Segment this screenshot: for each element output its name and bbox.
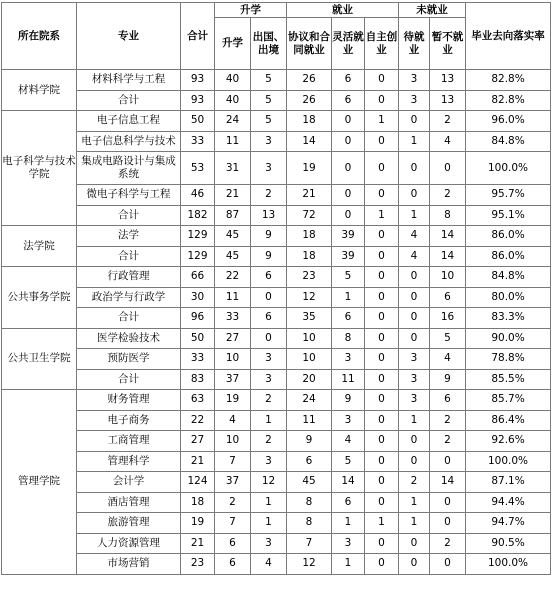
rate-cell: 92.6% [466,431,551,452]
rate-cell: 100.0% [466,554,551,575]
daijiuye-cell: 0 [399,533,430,554]
zanbu-cell: 9 [430,369,466,390]
shengxue-cell: 27 [215,328,251,349]
linghuo-cell: 6 [332,492,365,513]
major-cell: 人力资源管理 [77,533,181,554]
total-cell: 96 [181,308,215,329]
daijiuye-cell: 1 [399,205,430,226]
major-cell: 政治学与行政学 [77,287,181,308]
rate-cell: 82.8% [466,70,551,91]
chuguo-cell: 1 [251,513,287,534]
daijiuye-cell: 4 [399,246,430,267]
zanbu-cell: 0 [430,451,466,472]
major-cell: 旅游管理 [77,513,181,534]
shengxue-cell: 11 [215,131,251,152]
zanbu-cell: 2 [430,185,466,206]
xieyi-cell: 19 [287,152,332,185]
daijiuye-cell: 3 [399,70,430,91]
zanbu-cell: 13 [430,90,466,111]
rate-cell: 90.0% [466,328,551,349]
major-cell: 材料科学与工程 [77,70,181,91]
total-cell: 22 [181,410,215,431]
chuguo-cell: 1 [251,492,287,513]
zanbu-cell: 4 [430,131,466,152]
major-cell: 电子信息工程 [77,111,181,132]
rate-cell: 85.5% [466,369,551,390]
total-cell: 19 [181,513,215,534]
chuguo-cell: 5 [251,111,287,132]
linghuo-cell: 0 [332,111,365,132]
daijiuye-cell: 1 [399,513,430,534]
chuguo-cell: 9 [251,226,287,247]
table-row [2,111,551,132]
total-cell: 33 [181,349,215,370]
linghuo-cell: 6 [332,308,365,329]
table-row [2,472,551,493]
major-cell: 合计 [77,246,181,267]
xieyi-cell: 26 [287,70,332,91]
department-cell: 法学院 [2,226,77,267]
linghuo-cell: 0 [332,131,365,152]
major-cell: 合计 [77,205,181,226]
shengxue-cell: 6 [215,554,251,575]
total-cell: 63 [181,390,215,411]
rate-cell: 90.5% [466,533,551,554]
daijiuye-cell: 0 [399,451,430,472]
header-shengxue: 升学 [215,18,251,70]
linghuo-cell: 3 [332,533,365,554]
linghuo-cell: 1 [332,513,365,534]
xieyi-cell: 12 [287,287,332,308]
zizhu-cell: 0 [365,451,399,472]
table-body [2,70,551,575]
daijiuye-cell: 4 [399,226,430,247]
total-cell: 46 [181,185,215,206]
total-cell: 33 [181,131,215,152]
linghuo-cell: 6 [332,90,365,111]
total-cell: 93 [181,70,215,91]
zanbu-cell: 16 [430,308,466,329]
major-cell: 合计 [77,308,181,329]
zizhu-cell: 1 [365,513,399,534]
shengxue-cell: 10 [215,431,251,452]
header-dept: 所在院系 [2,3,77,70]
shengxue-cell: 45 [215,226,251,247]
table-row [2,410,551,431]
shengxue-cell: 4 [215,410,251,431]
chuguo-cell: 9 [251,246,287,267]
shengxue-cell: 7 [215,451,251,472]
linghuo-cell: 3 [332,349,365,370]
total-cell: 66 [181,267,215,288]
linghuo-cell: 39 [332,226,365,247]
daijiuye-cell: 1 [399,131,430,152]
total-cell: 129 [181,226,215,247]
zanbu-cell: 0 [430,554,466,575]
rate-cell: 78.8% [466,349,551,370]
zizhu-cell: 0 [365,533,399,554]
xieyi-cell: 72 [287,205,332,226]
zizhu-cell: 0 [365,287,399,308]
zanbu-cell: 14 [430,246,466,267]
daijiuye-cell: 0 [399,308,430,329]
rate-cell: 83.3% [466,308,551,329]
rate-cell: 95.1% [466,205,551,226]
shengxue-cell: 22 [215,267,251,288]
rate-cell: 96.0% [466,111,551,132]
header-zanbu: 暂不就业 [430,18,466,70]
linghuo-cell: 5 [332,451,365,472]
zizhu-cell: 0 [365,410,399,431]
linghuo-cell: 14 [332,472,365,493]
table-row [2,70,551,91]
chuguo-cell: 2 [251,185,287,206]
rate-cell: 84.8% [466,131,551,152]
chuguo-cell: 4 [251,554,287,575]
table-row [2,328,551,349]
rate-cell: 94.4% [466,492,551,513]
zizhu-cell: 0 [365,308,399,329]
xieyi-cell: 6 [287,451,332,472]
total-cell: 23 [181,554,215,575]
zanbu-cell: 10 [430,267,466,288]
rate-cell: 86.0% [466,226,551,247]
chuguo-cell: 5 [251,90,287,111]
header-zizhu: 自主创业 [365,18,399,70]
shengxue-cell: 37 [215,369,251,390]
zizhu-cell: 0 [365,369,399,390]
major-cell: 电子商务 [77,410,181,431]
chuguo-cell: 2 [251,390,287,411]
linghuo-cell: 0 [332,152,365,185]
major-cell: 集成电路设计与集成系统 [77,152,181,185]
xieyi-cell: 9 [287,431,332,452]
xieyi-cell: 23 [287,267,332,288]
linghuo-cell: 8 [332,328,365,349]
total-cell: 21 [181,533,215,554]
shengxue-cell: 10 [215,349,251,370]
zanbu-cell: 2 [430,111,466,132]
daijiuye-cell: 3 [399,390,430,411]
shengxue-cell: 6 [215,533,251,554]
table-row [2,390,551,411]
daijiuye-cell: 0 [399,431,430,452]
chuguo-cell: 12 [251,472,287,493]
chuguo-cell: 3 [251,131,287,152]
zizhu-cell: 0 [365,349,399,370]
department-cell: 管理学院 [2,390,77,575]
daijiuye-cell: 3 [399,349,430,370]
zizhu-cell: 0 [365,431,399,452]
major-cell: 法学 [77,226,181,247]
rate-cell: 86.4% [466,410,551,431]
header-xieyi: 协议和合同就业 [287,18,332,70]
department-cell: 材料学院 [2,70,77,111]
total-cell: 53 [181,152,215,185]
shengxue-cell: 2 [215,492,251,513]
linghuo-cell: 9 [332,390,365,411]
xieyi-cell: 45 [287,472,332,493]
major-cell: 工商管理 [77,431,181,452]
table-row [2,267,551,288]
zizhu-cell: 0 [365,554,399,575]
shengxue-cell: 11 [215,287,251,308]
rate-cell: 100.0% [466,451,551,472]
shengxue-cell: 40 [215,70,251,91]
shengxue-cell: 31 [215,152,251,185]
table-row [2,513,551,534]
daijiuye-cell: 2 [399,472,430,493]
chuguo-cell: 3 [251,533,287,554]
table-row [2,533,551,554]
xieyi-cell: 12 [287,554,332,575]
major-cell: 预防医学 [77,349,181,370]
major-cell: 市场营销 [77,554,181,575]
total-cell: 50 [181,328,215,349]
table-row [2,90,551,111]
rate-cell: 100.0% [466,152,551,185]
daijiuye-cell: 1 [399,410,430,431]
header-chuguo: 出国、出境 [251,18,287,70]
zanbu-cell: 0 [430,513,466,534]
table-row [2,451,551,472]
zanbu-cell: 8 [430,205,466,226]
employment-statistics-table [1,2,551,575]
header-row-group [2,3,551,18]
shengxue-cell: 33 [215,308,251,329]
total-cell: 50 [181,111,215,132]
major-cell: 微电子科学与工程 [77,185,181,206]
department-cell: 电子科学与技术学院 [2,111,77,226]
zizhu-cell: 0 [365,267,399,288]
zizhu-cell: 0 [365,390,399,411]
chuguo-cell: 5 [251,70,287,91]
shengxue-cell: 24 [215,111,251,132]
daijiuye-cell: 0 [399,152,430,185]
zizhu-cell: 0 [365,90,399,111]
rate-cell: 87.1% [466,472,551,493]
daijiuye-cell: 0 [399,185,430,206]
rate-cell: 82.8% [466,90,551,111]
zizhu-cell: 0 [365,185,399,206]
zizhu-cell: 0 [365,131,399,152]
total-cell: 83 [181,369,215,390]
chuguo-cell: 3 [251,451,287,472]
xieyi-cell: 10 [287,349,332,370]
linghuo-cell: 4 [332,431,365,452]
shengxue-cell: 7 [215,513,251,534]
major-cell: 医学检验技术 [77,328,181,349]
zanbu-cell: 13 [430,70,466,91]
major-cell: 电子信息科学与技术 [77,131,181,152]
shengxue-cell: 87 [215,205,251,226]
linghuo-cell: 5 [332,267,365,288]
daijiuye-cell: 0 [399,554,430,575]
zizhu-cell: 1 [365,111,399,132]
total-cell: 30 [181,287,215,308]
table-row [2,185,551,206]
rate-cell: 85.7% [466,390,551,411]
linghuo-cell: 39 [332,246,365,267]
rate-cell: 86.0% [466,246,551,267]
header-group-weijiuye: 未就业 [399,3,466,18]
zanbu-cell: 2 [430,410,466,431]
rate-cell: 94.7% [466,513,551,534]
total-cell: 182 [181,205,215,226]
chuguo-cell: 3 [251,152,287,185]
chuguo-cell: 1 [251,410,287,431]
table-row [2,554,551,575]
rate-cell: 95.7% [466,185,551,206]
xieyi-cell: 18 [287,226,332,247]
daijiuye-cell: 0 [399,328,430,349]
table-row [2,369,551,390]
header-rate: 毕业去向落实率 [466,3,551,70]
zizhu-cell: 0 [365,226,399,247]
daijiuye-cell: 0 [399,267,430,288]
major-cell: 酒店管理 [77,492,181,513]
chuguo-cell: 2 [251,431,287,452]
linghuo-cell: 0 [332,205,365,226]
header-linghuo: 灵活就业 [332,18,365,70]
daijiuye-cell: 0 [399,287,430,308]
chuguo-cell: 13 [251,205,287,226]
daijiuye-cell: 3 [399,369,430,390]
chuguo-cell: 6 [251,308,287,329]
xieyi-cell: 7 [287,533,332,554]
linghuo-cell: 3 [332,410,365,431]
zanbu-cell: 5 [430,328,466,349]
department-cell: 公共事务学院 [2,267,77,329]
xieyi-cell: 8 [287,513,332,534]
chuguo-cell: 0 [251,328,287,349]
major-cell: 行政管理 [77,267,181,288]
header-group-jiuye: 就业 [287,3,399,18]
zanbu-cell: 14 [430,226,466,247]
daijiuye-cell: 3 [399,90,430,111]
linghuo-cell: 6 [332,70,365,91]
chuguo-cell: 3 [251,369,287,390]
major-cell: 会计学 [77,472,181,493]
linghuo-cell: 11 [332,369,365,390]
xieyi-cell: 14 [287,131,332,152]
xieyi-cell: 35 [287,308,332,329]
zizhu-cell: 1 [365,205,399,226]
table-row [2,431,551,452]
total-cell: 18 [181,492,215,513]
zanbu-cell: 4 [430,349,466,370]
major-cell: 财务管理 [77,390,181,411]
zanbu-cell: 6 [430,287,466,308]
table-row [2,246,551,267]
table-row [2,492,551,513]
chuguo-cell: 3 [251,349,287,370]
xieyi-cell: 10 [287,328,332,349]
xieyi-cell: 20 [287,369,332,390]
table-row [2,287,551,308]
shengxue-cell: 19 [215,390,251,411]
xieyi-cell: 21 [287,185,332,206]
rate-cell: 80.0% [466,287,551,308]
zanbu-cell: 2 [430,431,466,452]
zanbu-cell: 0 [430,152,466,185]
total-cell: 27 [181,431,215,452]
zizhu-cell: 0 [365,492,399,513]
table-row [2,349,551,370]
table-row [2,308,551,329]
total-cell: 93 [181,90,215,111]
zanbu-cell: 14 [430,472,466,493]
chuguo-cell: 0 [251,287,287,308]
zanbu-cell: 2 [430,533,466,554]
shengxue-cell: 45 [215,246,251,267]
linghuo-cell: 1 [332,554,365,575]
header-group-shengxue: 升学 [215,3,287,18]
xieyi-cell: 26 [287,90,332,111]
zizhu-cell: 0 [365,70,399,91]
table-row [2,152,551,185]
zizhu-cell: 0 [365,328,399,349]
zizhu-cell: 0 [365,152,399,185]
linghuo-cell: 1 [332,287,365,308]
department-cell: 公共卫生学院 [2,328,77,390]
table-row [2,226,551,247]
total-cell: 124 [181,472,215,493]
table-header [2,3,551,70]
header-total: 合计 [181,3,215,70]
zizhu-cell: 0 [365,246,399,267]
major-cell: 合计 [77,90,181,111]
zizhu-cell: 0 [365,472,399,493]
xieyi-cell: 18 [287,246,332,267]
major-cell: 合计 [77,369,181,390]
total-cell: 129 [181,246,215,267]
xieyi-cell: 11 [287,410,332,431]
shengxue-cell: 40 [215,90,251,111]
xieyi-cell: 18 [287,111,332,132]
xieyi-cell: 24 [287,390,332,411]
shengxue-cell: 37 [215,472,251,493]
daijiuye-cell: 1 [399,492,430,513]
rate-cell: 84.8% [466,267,551,288]
xieyi-cell: 8 [287,492,332,513]
zanbu-cell: 6 [430,390,466,411]
daijiuye-cell: 0 [399,111,430,132]
linghuo-cell: 0 [332,185,365,206]
major-cell: 管理科学 [77,451,181,472]
shengxue-cell: 21 [215,185,251,206]
chuguo-cell: 6 [251,267,287,288]
total-cell: 21 [181,451,215,472]
table-row [2,131,551,152]
header-daijiuye: 待就业 [399,18,430,70]
zanbu-cell: 0 [430,492,466,513]
table-row [2,205,551,226]
header-major: 专业 [77,3,181,70]
